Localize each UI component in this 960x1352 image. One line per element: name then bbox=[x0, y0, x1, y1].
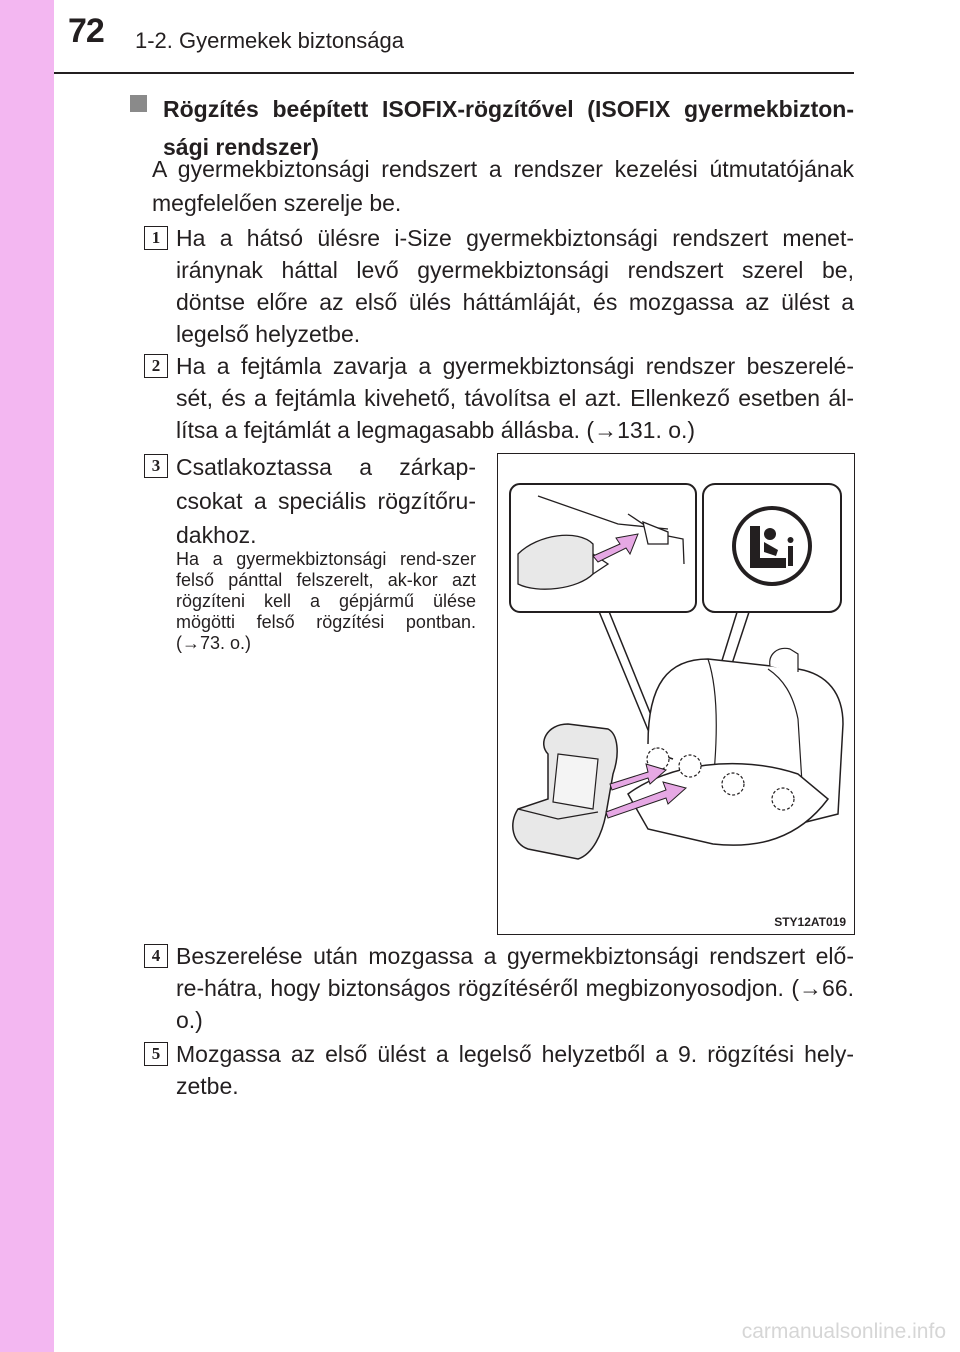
header-divider bbox=[54, 72, 854, 74]
step-number-3: 3 bbox=[144, 454, 168, 478]
intro-paragraph: A gyermekbiztonsági rendszert a rendszer kezelési útmutatójának megfelelően szerelje be. bbox=[152, 156, 854, 216]
isofix-child-seat-icon bbox=[732, 506, 812, 586]
heading-text: Rögzítés beépített ISOFIX-rögzítővel (ISOFIX gyermekbizton-sági rendszer) bbox=[163, 96, 854, 160]
step-number-1: 1 bbox=[144, 226, 168, 250]
isofix-illustration bbox=[497, 453, 855, 935]
figure-code: STY12AT019 bbox=[774, 915, 846, 929]
step-1-text: Ha a hátsó ülésre i-Size gyermekbiztonsági rendszert menet-iránynak háttal levő gyermekbiztonsági rendszert szerel be, döntse előre az első ülés háttámláját, és mozgassa az ülést a legelső helyzetbe. bbox=[176, 225, 854, 347]
watermark: carmanualsonline.info bbox=[741, 1320, 946, 1343]
step-2-text: Ha a fejtámla zavarja a gyermekbiztonsági rendszer beszerelé-sét, és a fejtámla kivehető, távolítsa el azt. Ellenkező esetben ál-lítsa a fejtámlát a legmagasabb állásba. (→131. o.) bbox=[176, 353, 854, 443]
section-title: 1-2. Gyermekek biztonsága bbox=[135, 28, 405, 53]
step-number-4: 4 bbox=[144, 944, 168, 968]
chapter-side-tab bbox=[0, 0, 54, 1352]
step-5-text: Mozgassa az első ülést a legelső helyzetből a 9. rögzítési hely-zetbe. bbox=[176, 1041, 854, 1099]
square-bullet-icon bbox=[130, 95, 147, 112]
step-number-2: 2 bbox=[144, 354, 168, 378]
step-4-text: Beszerelése után mozgassa a gyermekbiztonsági rendszert elő-re-hátra, hogy biztonságos rögzítéséről megbizonyosodjon. (→66. o.) bbox=[176, 943, 854, 1033]
step-3-note: Ha a gyermekbiztonsági rend-szer felső pánttal felszerelt, ak-kor azt rögzíteni kell a gépjármű ülése mögötti felső rögzítési pontban. (→73. o.) bbox=[176, 549, 476, 653]
page-number: 72 bbox=[68, 12, 104, 50]
step-number-5: 5 bbox=[144, 1042, 168, 1066]
step-3-text: Csatlakoztassa a zárkap-csokat a speciális rögzítőru-dakhoz. bbox=[176, 454, 476, 548]
isofix-illustration-drawing bbox=[498, 454, 854, 934]
